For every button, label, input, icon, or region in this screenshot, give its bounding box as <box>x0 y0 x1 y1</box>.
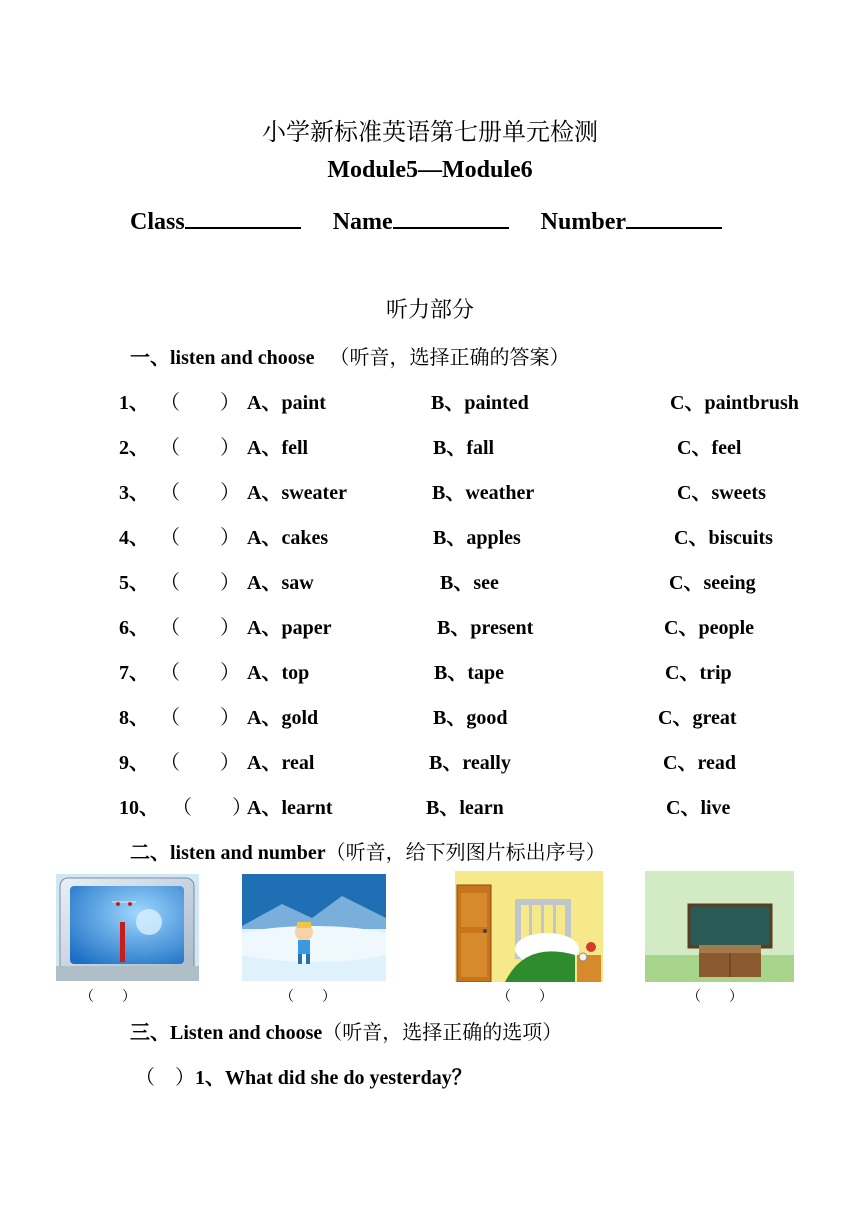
answer-paren[interactable]: （ ） <box>160 662 240 684</box>
classroom-picture <box>645 871 794 982</box>
option-c: C、read <box>663 752 736 774</box>
part1-heading-cn: （听音，选择正确的答案） <box>329 345 570 369</box>
answer-paren[interactable]: （ ） <box>160 707 240 729</box>
answer-paren[interactable]: （ ） <box>160 437 240 459</box>
question-text: 1、What did she do yesterday？ <box>195 1067 472 1089</box>
option-c: C、biscuits <box>674 527 773 549</box>
option-b: B、see <box>440 572 499 594</box>
answer-paren[interactable]: （ ） <box>160 482 240 504</box>
part2-heading <box>130 836 606 865</box>
option-b: B、fall <box>433 437 495 459</box>
option-c: C、paintbrush <box>670 392 799 414</box>
bedroom-picture <box>455 871 603 982</box>
part1-heading-en: 一、listen and choose <box>130 347 315 369</box>
name-blank[interactable] <box>393 203 509 229</box>
picture-number-paren[interactable]: （ ） <box>280 990 336 1005</box>
part3-question <box>135 1061 472 1090</box>
option-a: A、real <box>247 752 315 774</box>
option-a: A、sweater <box>247 482 347 504</box>
question-number: 8、 <box>119 707 149 729</box>
part3-heading-en: 三、Listen and choose <box>130 1022 323 1044</box>
answer-paren[interactable]: （ ） <box>160 572 240 594</box>
answer-paren[interactable]: （ ） <box>160 617 240 639</box>
option-a: A、paint <box>247 392 326 414</box>
option-b: B、weather <box>432 482 535 504</box>
option-b: B、good <box>433 707 508 729</box>
option-a: A、cakes <box>247 527 329 549</box>
option-c: C、people <box>664 617 754 639</box>
question-number: 6、 <box>119 617 149 639</box>
student-info-fields <box>130 203 722 236</box>
option-b: B、apples <box>433 527 521 549</box>
answer-paren[interactable]: （ ） <box>172 797 252 819</box>
option-c: C、great <box>658 707 737 729</box>
listening-section-title: 听力部分 <box>385 298 474 323</box>
question-number: 4、 <box>119 527 149 549</box>
answer-paren[interactable]: （ ） <box>160 392 240 414</box>
option-a: A、learnt <box>247 797 333 819</box>
name-label: Name <box>332 209 393 235</box>
question-number: 2、 <box>119 437 149 459</box>
option-b: B、tape <box>434 662 504 684</box>
part3-heading-cn: （听音，选择正确的选项） <box>322 1020 563 1044</box>
option-c: C、seeing <box>669 572 756 594</box>
option-c: C、sweets <box>677 482 766 504</box>
part2-heading-en: 二、listen and number <box>130 842 326 864</box>
question-number: 1、 <box>119 392 149 414</box>
option-c: C、trip <box>665 662 732 684</box>
part2-heading-cn: （听音，给下列图片标出序号） <box>325 840 606 864</box>
option-c: C、feel <box>677 437 742 459</box>
number-label: Number <box>540 209 626 235</box>
question-number: 9、 <box>119 752 149 774</box>
part1-heading <box>130 341 569 370</box>
picture-number-paren[interactable]: （ ） <box>80 990 136 1005</box>
snow-picture <box>242 874 386 981</box>
page-subtitle: Module5—Module6 <box>327 157 533 183</box>
option-c: C、live <box>666 797 731 819</box>
option-b: B、present <box>437 617 534 639</box>
answer-paren[interactable]: （ ） <box>160 527 240 549</box>
page-title: 小学新标准英语第七册单元检测 <box>262 118 598 146</box>
class-label: Class <box>130 209 185 235</box>
class-blank[interactable] <box>185 203 301 229</box>
option-b: B、painted <box>431 392 529 414</box>
question-number: 7、 <box>119 662 149 684</box>
option-a: A、saw <box>247 572 314 594</box>
number-blank[interactable] <box>626 203 722 229</box>
question-number: 5、 <box>119 572 149 594</box>
question-number: 3、 <box>119 482 149 504</box>
answer-paren[interactable]: （ ） <box>135 1067 195 1089</box>
option-a: A、top <box>247 662 310 684</box>
option-b: B、learn <box>426 797 504 819</box>
option-a: A、fell <box>247 437 309 459</box>
part3-heading <box>130 1016 562 1045</box>
option-a: A、gold <box>247 707 319 729</box>
option-b: B、really <box>429 752 511 774</box>
picture-number-paren[interactable]: （ ） <box>687 990 743 1005</box>
answer-paren[interactable]: （ ） <box>160 752 240 774</box>
tv-picture <box>56 874 199 981</box>
question-number: 10、 <box>119 797 159 819</box>
picture-number-paren[interactable]: （ ） <box>497 990 553 1005</box>
option-a: A、paper <box>247 617 332 639</box>
